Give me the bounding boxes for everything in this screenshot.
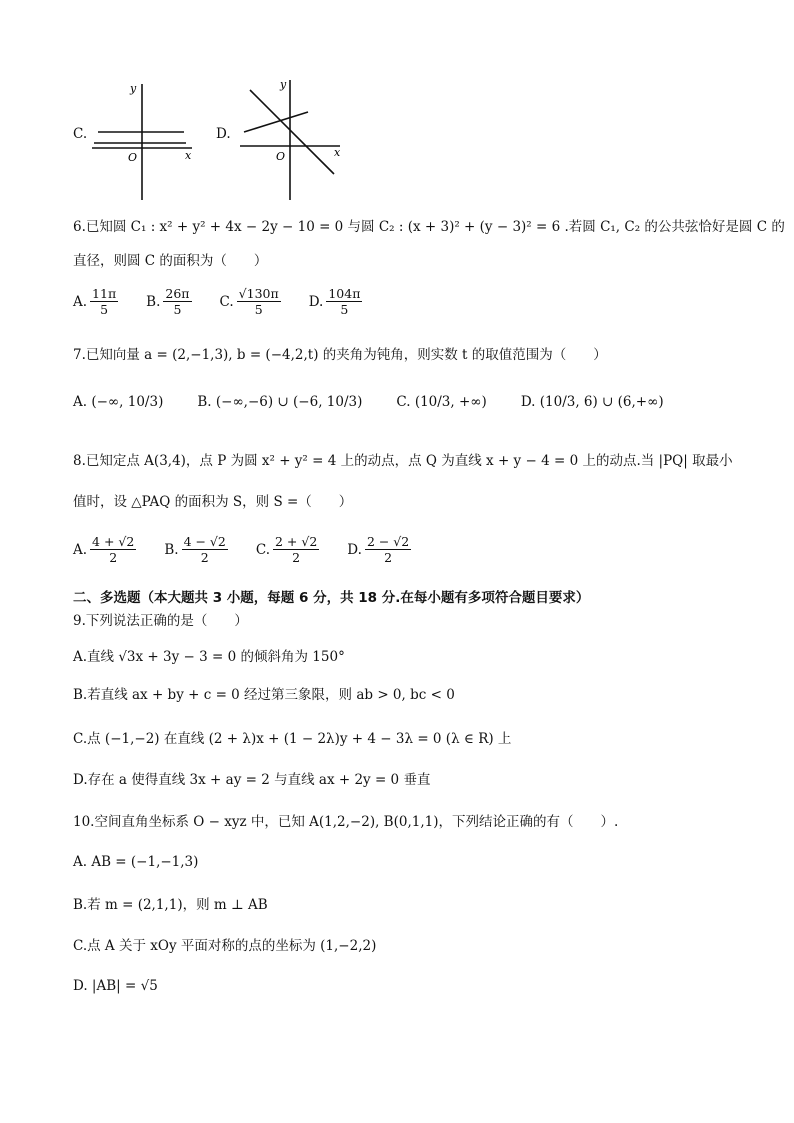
q6-option-c[interactable]: C. $\frac{√130\pi}{5}$ [219,286,279,317]
graph-d-line-1 [250,90,334,174]
q9-option-d[interactable]: D.存在 a 使得直线 3x + ay = 2 与直线 ax + 2y = 0 垂直 [73,772,431,788]
q8-stem-line1: 8.已知定点 A(3,4)，点 P 为圆 x² + y² = 4 上的动点，点 Q 为直线 x + y − 4 = 0 上的动点.当 |PQ| 取最小 [73,453,733,469]
q8-option-c[interactable]: C. $\frac{2 + √2}{2}$ [255,534,318,565]
q7-option-c[interactable]: C. (10/3, +∞) [396,394,487,410]
section2-heading: 二、多选题（本大题共 3 小题，每题 6 分，共 18 分.在每小题有多项符合题目要求） [73,590,590,606]
q10-stem: 10.空间直角坐标系 O − xyz 中，已知 A(1,2,−2), B(0,1,1)，下列结论正确的有（ ）. [73,814,619,830]
graph-c [88,80,198,202]
graph-d-origin-label: O [276,150,286,163]
q9-option-a[interactable]: A.直线 √3x + 3y − 3 = 0 的倾斜角为 150° [73,649,345,665]
graph-d-y-label: y [280,78,287,91]
q6-options [73,286,390,317]
q9-stem: 9.下列说法正确的是（ ） [73,613,248,629]
graph-c-x-label: x [185,149,192,162]
q8-option-b[interactable]: B. $\frac{4 - √2}{2}$ [164,534,226,565]
q8-option-d[interactable]: D. $\frac{2 - √2}{2}$ [347,534,410,565]
option-d-label: D. [216,126,231,142]
q10-option-d[interactable]: D. |AB| = √5 [73,978,158,994]
q10-option-a[interactable]: A. AB = (−1,−1,3) [73,854,199,870]
q6-option-d[interactable]: D. $\frac{104\pi}{5}$ [308,286,361,317]
q6-option-b[interactable]: B. $\frac{26\pi}{5}$ [146,286,190,317]
q6-option-a[interactable]: A. $\frac{11\pi}{5}$ [73,286,117,317]
q8-stem-line2: 值时，设 △PAQ 的面积为 S，则 S =（ ） [73,494,353,510]
q6-stem-line1: 6.已知圆 C₁ : x² + y² + 4x − 2y − 10 = 0 与圆 C₂ : (x + 3)² + (y − 3)² = 6 .若圆 C₁, C₂ 的公共弦恰好是圆 C 的 [73,219,785,235]
graph-d-x-label: x [334,146,341,159]
q9-option-b[interactable]: B.若直线 ax + by + c = 0 经过第三象限，则 ab > 0, bc < 0 [73,687,455,703]
q6-stem-line2: 直径，则圆 C 的面积为（ ） [73,253,268,269]
graph-d [236,76,346,202]
q7-option-b[interactable]: B. (−∞,−6) ∪ (−6, 10/3) [197,394,363,410]
q7-stem: 7.已知向量 a = (2,−1,3), b = (−4,2,t) 的夹角为钝角，则实数 t 的取值范围为（ ） [73,347,607,363]
q9-option-c[interactable]: C.点 (−1,−2) 在直线 (2 + λ)x + (1 − 2λ)y + 4 − 3λ = 0 (λ ∈ R) 上 [73,731,512,747]
graph-c-y-label: y [130,82,137,95]
q7-option-d[interactable]: D. (10/3, 6) ∪ (6,+∞) [520,394,664,410]
q7-option-a[interactable]: A. (−∞, 10/3) [73,394,164,410]
q8-option-a[interactable]: A. $\frac{4 + √2}{2}$ [73,534,135,565]
option-c-label: C. [73,126,88,142]
q10-option-c[interactable]: C.点 A 关于 xOy 平面对称的点的坐标为 (1,−2,2) [73,938,377,954]
q10-option-b[interactable]: B.若 m = (2,1,1)，则 m ⊥ AB [73,897,268,913]
q7-options [73,394,692,410]
q8-options [73,534,439,565]
graph-c-origin-label: O [128,151,138,164]
